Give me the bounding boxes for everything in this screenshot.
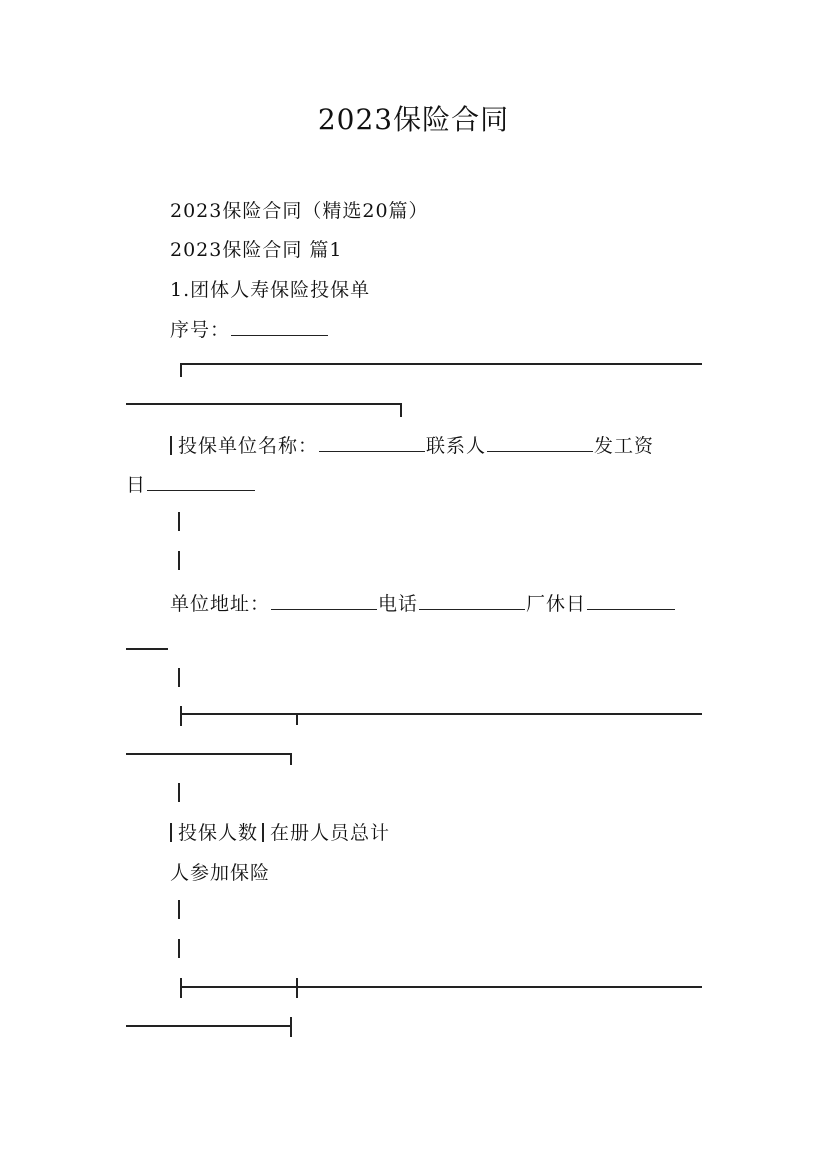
table-separator-tee — [296, 713, 298, 725]
cell-border — [178, 668, 180, 687]
table-lower-rule-wrap — [126, 1025, 292, 1027]
table-middle-rule-wrap — [126, 753, 292, 755]
registered-total-label: 在册人员总计 — [270, 822, 391, 844]
serial-label: 序号： — [170, 319, 231, 341]
table-separator-right — [290, 1017, 292, 1037]
serial-row — [170, 316, 329, 343]
phone-label: 电话 — [378, 593, 419, 615]
table-middle-rule — [180, 713, 702, 715]
payday-label: 发工资 — [594, 435, 655, 457]
table-separator-left — [180, 978, 182, 998]
holiday-blank-wrap — [126, 648, 168, 650]
table-lower-rule — [180, 986, 702, 988]
table-separator-left — [180, 706, 182, 726]
cell-border — [170, 823, 172, 842]
holiday-label: 厂休日 — [526, 593, 587, 615]
document-subtitle: 2023保险合同（精选20篇） — [170, 200, 429, 222]
serial-blank — [231, 316, 328, 336]
address-row — [170, 590, 676, 617]
insured-count-label: 投保人数 — [178, 822, 259, 844]
company-name-blank — [319, 432, 425, 452]
table-top-rule-wrap — [126, 403, 402, 405]
cell-border — [178, 512, 180, 531]
cell-border — [178, 551, 180, 570]
participants-row: 人参加保险 — [170, 862, 271, 884]
payday-label-cont: 日 — [126, 474, 147, 496]
company-row — [170, 432, 654, 459]
table-corner-top-right — [400, 403, 402, 417]
cell-border — [262, 823, 264, 842]
cell-border — [178, 783, 180, 802]
address-blank — [271, 590, 377, 610]
payday-row-cont — [126, 471, 256, 498]
contact-label: 联系人 — [426, 435, 487, 457]
item-heading: 1.团体人寿保险投保单 — [170, 279, 371, 301]
table-corner-top-left — [180, 363, 182, 377]
holiday-blank — [587, 590, 675, 610]
cell-border — [170, 436, 172, 455]
payday-blank — [147, 471, 255, 491]
cell-border — [178, 900, 180, 919]
table-separator-right — [290, 753, 292, 765]
table-separator-cross — [296, 978, 298, 998]
company-name-label: 投保单位名称： — [178, 435, 319, 457]
table-top-rule — [180, 363, 702, 365]
cell-border — [178, 939, 180, 958]
phone-blank — [419, 590, 525, 610]
insured-row — [170, 820, 390, 846]
document-title: 2023保险合同 — [317, 103, 510, 136]
section-heading: 2023保险合同 篇1 — [170, 239, 343, 261]
contact-blank — [487, 432, 593, 452]
address-label: 单位地址： — [170, 593, 271, 615]
